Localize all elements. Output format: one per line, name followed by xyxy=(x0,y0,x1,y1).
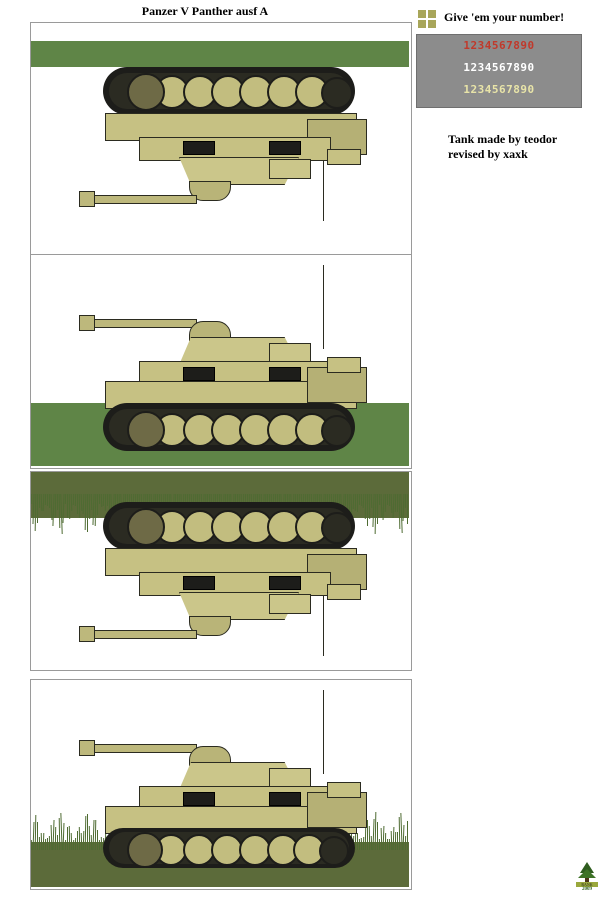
white-digits: 1234567890 xyxy=(463,61,535,74)
tree-icon xyxy=(578,869,596,878)
sky-area xyxy=(31,23,409,41)
number-samples-box xyxy=(416,34,582,108)
four-squares-icon xyxy=(418,10,436,28)
exhaust-box xyxy=(327,782,361,798)
watermark-year: 2009 xyxy=(582,887,592,892)
hull-detail xyxy=(269,792,301,806)
muzzle-brake xyxy=(79,626,95,642)
idler-wheel xyxy=(321,415,353,447)
gun-barrel xyxy=(89,319,197,328)
credit-line-1: Tank made by teodor xyxy=(448,132,558,146)
exhaust-box xyxy=(327,149,361,165)
turret-rear-bin xyxy=(269,343,311,363)
yellow-digits: 1234567890 xyxy=(463,83,535,96)
muzzle-brake xyxy=(79,740,95,756)
ground-strip xyxy=(31,41,409,67)
turret-rear-bin xyxy=(269,159,311,179)
muzzle-brake xyxy=(79,191,95,207)
idler-wheel xyxy=(321,77,353,109)
gun-barrel xyxy=(89,195,197,204)
gun-barrel xyxy=(89,744,197,753)
hull-detail xyxy=(183,141,215,155)
hull-detail xyxy=(183,792,215,806)
gun-barrel xyxy=(89,630,197,639)
hull-detail xyxy=(269,141,301,155)
credit-line-2: revised by xaxk xyxy=(448,147,528,161)
hull-detail xyxy=(183,576,215,590)
turret-rear-bin xyxy=(269,768,311,788)
hull-detail xyxy=(269,576,301,590)
panel-1-mirrored-camo xyxy=(30,22,412,256)
page-title: Panzer V Panther ausf A xyxy=(141,4,269,18)
antenna xyxy=(323,265,324,349)
muzzle-brake xyxy=(79,315,95,331)
legend-label: Give 'em your number! xyxy=(444,10,565,24)
turret-rear-bin xyxy=(269,594,311,614)
drive-sprocket xyxy=(127,411,165,449)
watermark-logo xyxy=(576,862,598,892)
red-digits: 1234567890 xyxy=(463,39,535,52)
panel-3-mirrored-grass xyxy=(30,471,412,671)
watermark-label: RANK xyxy=(576,882,598,887)
hull-detail xyxy=(269,367,301,381)
drive-sprocket xyxy=(127,73,165,111)
credits xyxy=(448,132,557,162)
panel-2-upright-camo xyxy=(30,254,412,469)
idler-wheel xyxy=(319,836,349,866)
hull-detail xyxy=(183,367,215,381)
idler-wheel xyxy=(321,512,353,544)
antenna xyxy=(323,690,324,774)
exhaust-box xyxy=(327,584,361,600)
exhaust-box xyxy=(327,357,361,373)
panel-4-upright-grass xyxy=(30,679,412,890)
drive-sprocket xyxy=(127,508,165,546)
drive-sprocket xyxy=(127,832,163,868)
